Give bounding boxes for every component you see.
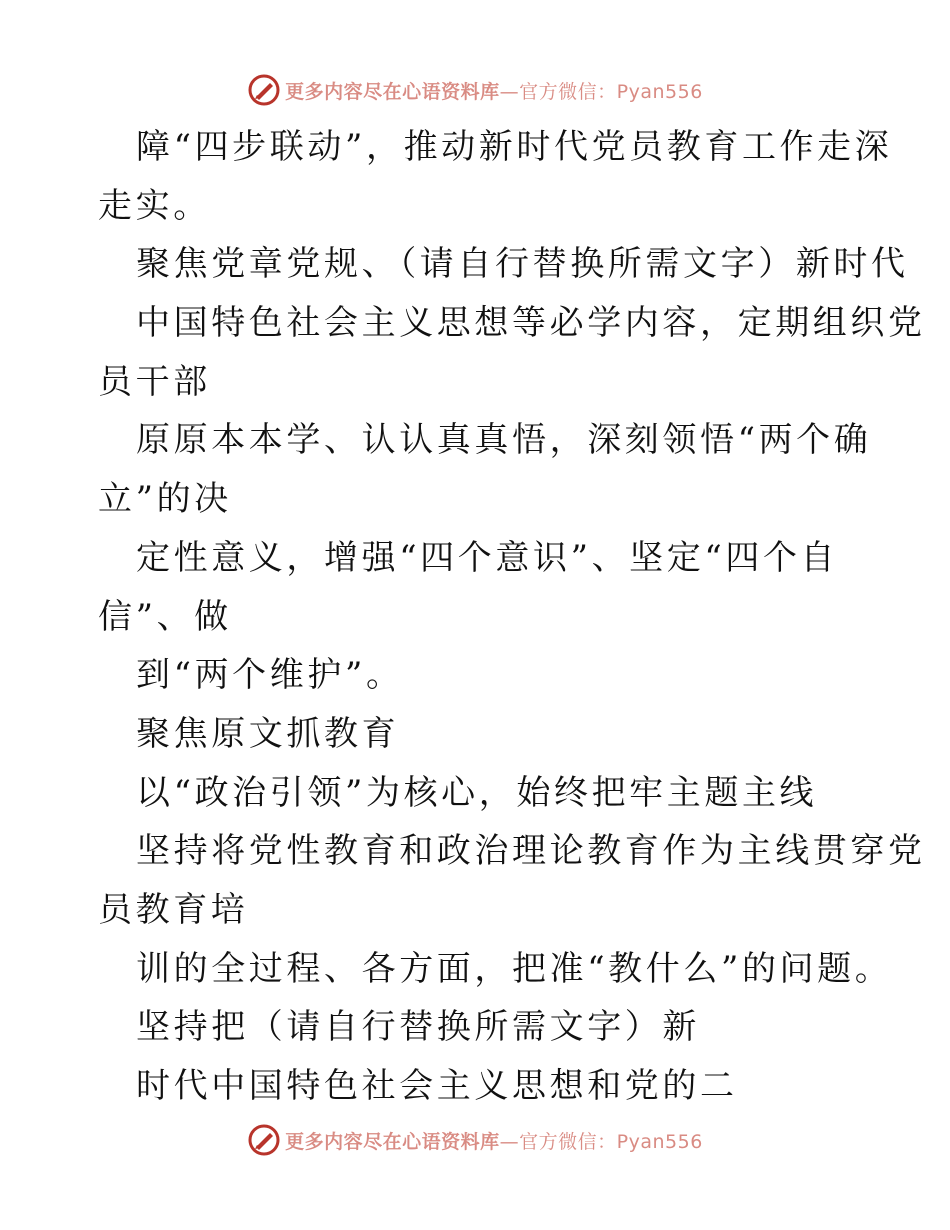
text-line: 立”的决 (98, 479, 232, 520)
text-line: 以“政治引领”为核心，始终把牢主题主线 (136, 772, 818, 813)
text-line: 时代中国特色社会主义思想和党的二 (136, 1066, 738, 1106)
watermark-text: 更多内容尽在心语资料库—官方微信：Pyan556 (285, 80, 703, 103)
text-line: 聚焦党章党规、（请自行替换所需文字）新时代 (136, 244, 909, 285)
text-line: 坚持将党性教育和政治理论教育作为主线贯穿党 (136, 831, 926, 872)
text-line: 信”、做 (98, 596, 232, 637)
text-line: 到“两个维护”。 (136, 655, 404, 696)
pen-seal-icon (247, 1123, 281, 1157)
pen-seal-icon (247, 73, 281, 107)
text-line: 聚焦原文抓教育 (136, 713, 400, 754)
text-line: 员干部 (98, 361, 211, 402)
text-line: 定性意义，增强“四个意识”、坚定“四个自 (136, 537, 839, 578)
footer-watermark (0, 1120, 950, 1160)
text-line: 障“四步联动”，推动新时代党员教育工作走深 (136, 127, 893, 167)
text-line: 原原本本学、认认真真悟，深刻领悟“两个确 (136, 420, 872, 461)
text-line: 中国特色社会主义思想等必学内容，定期组织党 (136, 303, 926, 344)
text-line: 训的全过程、各方面，把准“教什么”的问题。 (136, 948, 893, 989)
text-line: 坚持把（请自行替换所需文字）新 (136, 1007, 700, 1048)
text-line: 走实。 (98, 185, 211, 226)
header-watermark (0, 70, 950, 110)
text-line: 员教育培 (98, 889, 249, 930)
watermark-text: 更多内容尽在心语资料库—官方微信：Pyan556 (285, 1130, 703, 1153)
document-body (98, 118, 926, 1116)
